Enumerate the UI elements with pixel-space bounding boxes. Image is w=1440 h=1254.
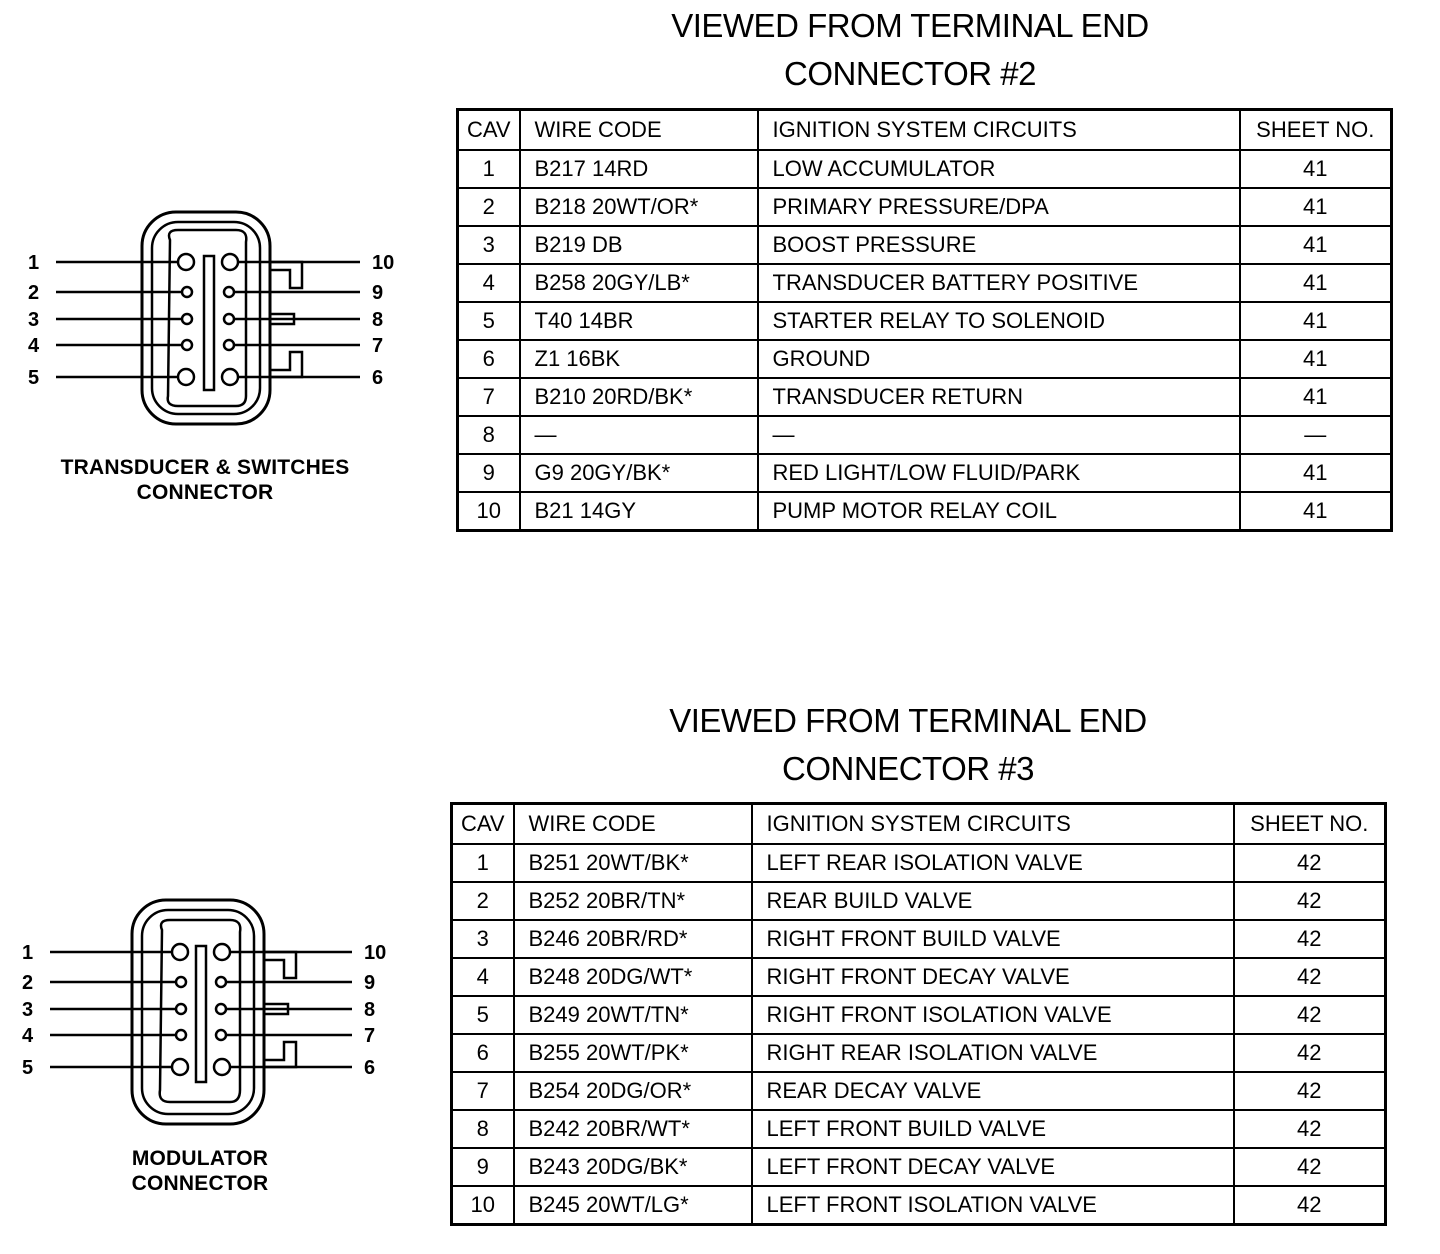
cell-wire-code: B249 20WT/TN*: [514, 996, 752, 1034]
cell-wire-code: T40 14BR: [520, 302, 758, 340]
cell-sheet: —: [1240, 416, 1392, 454]
connector-inner-housing: [142, 910, 254, 1114]
cell-wire-code: B217 14RD: [520, 150, 758, 188]
table-row: [458, 416, 1392, 454]
pin-number: 3: [22, 999, 34, 1021]
pin-terminal: [224, 340, 234, 350]
header-cav: CAV: [452, 804, 514, 845]
pin-number: 8: [372, 309, 384, 331]
table-row: [458, 340, 1392, 378]
cell-circuit: LEFT FRONT ISOLATION VALVE: [752, 1186, 1234, 1225]
connector-outer-housing: [132, 900, 264, 1124]
cell-circuit: RIGHT FRONT ISOLATION VALVE: [752, 996, 1234, 1034]
table-header-row: [458, 110, 1392, 151]
cell-cav: 7: [458, 378, 520, 416]
cell-cav: 2: [452, 882, 514, 920]
cell-circuit: REAR DECAY VALVE: [752, 1072, 1234, 1110]
cell-circuit: REAR BUILD VALVE: [752, 882, 1234, 920]
pin-terminal: [216, 1030, 226, 1040]
table-row: [458, 188, 1392, 226]
pin-terminal: [224, 287, 234, 297]
pin-terminal: [176, 977, 186, 987]
cell-wire-code: B219 DB: [520, 226, 758, 264]
connector-3-circuit-table: [450, 802, 1387, 1226]
cell-sheet: 41: [1240, 454, 1392, 492]
cell-circuit: RIGHT FRONT DECAY VALVE: [752, 958, 1234, 996]
cell-circuit: STARTER RELAY TO SOLENOID: [758, 302, 1240, 340]
table-row: [458, 264, 1392, 302]
table-row: [452, 958, 1386, 996]
cell-cav: 4: [458, 264, 520, 302]
pin-number: 1: [22, 942, 34, 964]
cell-sheet: 42: [1234, 1072, 1386, 1110]
header-cav: CAV: [458, 110, 520, 151]
pin-terminal: [176, 1030, 186, 1040]
cell-cav: 7: [452, 1072, 514, 1110]
table-row: [452, 920, 1386, 958]
cell-wire-code: B21 14GY: [520, 492, 758, 531]
table-row: [458, 492, 1392, 531]
cell-cav: 5: [452, 996, 514, 1034]
cell-wire-code: B210 20RD/BK*: [520, 378, 758, 416]
pin-terminal: [182, 287, 192, 297]
title-connector-number: CONNECTOR #2: [784, 55, 1036, 92]
table-header-row: [452, 804, 1386, 845]
table-row: [452, 1148, 1386, 1186]
cell-circuit: LEFT FRONT BUILD VALVE: [752, 1110, 1234, 1148]
cell-sheet: 42: [1234, 1148, 1386, 1186]
table-row: [458, 150, 1392, 188]
pin-number: 2: [28, 282, 40, 304]
cell-cav: 1: [458, 150, 520, 188]
cell-cav: 5: [458, 302, 520, 340]
pin-terminal: [214, 944, 230, 960]
table-row: [458, 378, 1392, 416]
cell-sheet: 41: [1240, 302, 1392, 340]
cell-circuit: LEFT REAR ISOLATION VALVE: [752, 844, 1234, 882]
table-row: [458, 454, 1392, 492]
cell-wire-code: Z1 16BK: [520, 340, 758, 378]
pin-number: 8: [364, 999, 376, 1021]
pin-number: 7: [372, 335, 384, 357]
connector-latch: [264, 1042, 296, 1067]
cell-sheet: 41: [1240, 264, 1392, 302]
title-viewed-from: VIEWED FROM TERMINAL END: [669, 702, 1147, 739]
cell-sheet: 42: [1234, 844, 1386, 882]
pin-number: 7: [364, 1025, 376, 1047]
cell-circuit: PUMP MOTOR RELAY COIL: [758, 492, 1240, 531]
cell-sheet: 42: [1234, 1186, 1386, 1225]
connector-name-line: TRANSDUCER & SWITCHES: [60, 456, 350, 479]
cell-wire-code: B252 20BR/TN*: [514, 882, 752, 920]
header-sheet-no: SHEET NO.: [1234, 804, 1386, 845]
cell-sheet: 41: [1240, 226, 1392, 264]
title-connector-number: CONNECTOR #3: [782, 750, 1034, 787]
pin-number: 10: [364, 942, 387, 964]
pin-number: 4: [28, 335, 40, 357]
cell-wire-code: B255 20WT/PK*: [514, 1034, 752, 1072]
connector-latch: [270, 262, 302, 288]
connector-name-line: MODULATOR: [131, 1147, 269, 1170]
cell-cav: 9: [452, 1148, 514, 1186]
cell-cav: 6: [458, 340, 520, 378]
cell-circuit: TRANSDUCER BATTERY POSITIVE: [758, 264, 1240, 302]
cell-wire-code: B254 20DG/OR*: [514, 1072, 752, 1110]
cell-cav: 8: [458, 416, 520, 454]
connector-name-label: [80, 1146, 320, 1196]
cell-circuit: RED LIGHT/LOW FLUID/PARK: [758, 454, 1240, 492]
cell-sheet: 42: [1234, 958, 1386, 996]
connector-name-line: CONNECTOR: [131, 1172, 269, 1195]
pin-number: 6: [372, 367, 384, 389]
cell-wire-code: B248 20DG/WT*: [514, 958, 752, 996]
pin-terminal: [176, 1004, 186, 1014]
header-wire-code: WIRE CODE: [514, 804, 752, 845]
cell-circuit: TRANSDUCER RETURN: [758, 378, 1240, 416]
cell-cav: 3: [458, 226, 520, 264]
cell-cav: 10: [458, 492, 520, 531]
connector-center-key: [204, 256, 214, 390]
cell-wire-code: B245 20WT/LG*: [514, 1186, 752, 1225]
cell-wire-code: B218 20WT/OR*: [520, 188, 758, 226]
cell-circuit: RIGHT FRONT BUILD VALVE: [752, 920, 1234, 958]
pin-terminal: [222, 369, 238, 385]
cell-circuit: GROUND: [758, 340, 1240, 378]
pin-number: 9: [364, 972, 376, 994]
connector-center-key: [196, 946, 206, 1082]
header-sheet-no: SHEET NO.: [1240, 110, 1392, 151]
table-row: [452, 882, 1386, 920]
connector-name-label: [30, 455, 380, 505]
cell-circuit: BOOST PRESSURE: [758, 226, 1240, 264]
cell-sheet: 41: [1240, 188, 1392, 226]
cell-circuit: LOW ACCUMULATOR: [758, 150, 1240, 188]
pin-terminal: [214, 1059, 230, 1075]
table-row: [452, 1186, 1386, 1225]
cell-cav: 1: [452, 844, 514, 882]
pin-number: 9: [372, 282, 384, 304]
transducer-switches-connector-diagram: [0, 200, 420, 440]
cell-wire-code: B251 20WT/BK*: [514, 844, 752, 882]
modulator-connector-diagram: [0, 890, 420, 1130]
cell-cav: 10: [452, 1186, 514, 1225]
cell-circuit: PRIMARY PRESSURE/DPA: [758, 188, 1240, 226]
cell-sheet: 41: [1240, 340, 1392, 378]
cell-sheet: 41: [1240, 378, 1392, 416]
cell-cav: 3: [452, 920, 514, 958]
pin-terminal: [224, 314, 234, 324]
cell-wire-code: G9 20GY/BK*: [520, 454, 758, 492]
cell-wire-code: B243 20DG/BK*: [514, 1148, 752, 1186]
pin-number: 4: [22, 1025, 34, 1047]
table-row: [458, 302, 1392, 340]
pin-terminal: [182, 314, 192, 324]
cell-circuit: LEFT FRONT DECAY VALVE: [752, 1148, 1234, 1186]
pin-terminal: [222, 254, 238, 270]
pin-terminal: [172, 1059, 188, 1075]
table-row: [452, 844, 1386, 882]
header-circuits: IGNITION SYSTEM CIRCUITS: [752, 804, 1234, 845]
cell-sheet: 42: [1234, 920, 1386, 958]
pin-terminal: [178, 369, 194, 385]
pin-terminal: [182, 340, 192, 350]
cell-sheet: 42: [1234, 1110, 1386, 1148]
header-circuits: IGNITION SYSTEM CIRCUITS: [758, 110, 1240, 151]
cell-sheet: 41: [1240, 492, 1392, 531]
cell-sheet: 41: [1240, 150, 1392, 188]
cell-sheet: 42: [1234, 996, 1386, 1034]
cell-wire-code: B242 20BR/WT*: [514, 1110, 752, 1148]
pin-terminal: [178, 254, 194, 270]
cell-wire-code: —: [520, 416, 758, 454]
cell-cav: 2: [458, 188, 520, 226]
cell-wire-code: B246 20BR/RD*: [514, 920, 752, 958]
pin-number: 6: [364, 1057, 376, 1079]
table-row: [458, 226, 1392, 264]
cell-cav: 8: [452, 1110, 514, 1148]
pin-terminal: [172, 944, 188, 960]
connector-name-line: CONNECTOR: [136, 481, 274, 504]
title-viewed-from: VIEWED FROM TERMINAL END: [671, 7, 1149, 44]
pin-number: 10: [372, 252, 395, 274]
pin-number: 5: [28, 367, 40, 389]
pin-terminal: [216, 977, 226, 987]
pin-terminal: [216, 1004, 226, 1014]
header-wire-code: WIRE CODE: [520, 110, 758, 151]
cell-circuit: RIGHT REAR ISOLATION VALVE: [752, 1034, 1234, 1072]
pin-number: 5: [22, 1057, 34, 1079]
table-row: [452, 1072, 1386, 1110]
connector-latch: [270, 352, 302, 377]
pin-number: 3: [28, 309, 40, 331]
table-row: [452, 1110, 1386, 1148]
table-row: [452, 996, 1386, 1034]
connector-2-circuit-table: [456, 108, 1393, 532]
connector-2-title: [660, 2, 1160, 98]
connector-3-title: [658, 697, 1158, 793]
cell-circuit: —: [758, 416, 1240, 454]
cell-cav: 6: [452, 1034, 514, 1072]
cell-sheet: 42: [1234, 882, 1386, 920]
pin-number: 1: [28, 252, 40, 274]
pin-number: 2: [22, 972, 34, 994]
cell-sheet: 42: [1234, 1034, 1386, 1072]
cell-wire-code: B258 20GY/LB*: [520, 264, 758, 302]
cell-cav: 9: [458, 454, 520, 492]
table-row: [452, 1034, 1386, 1072]
cell-cav: 4: [452, 958, 514, 996]
connector-latch: [264, 952, 296, 978]
